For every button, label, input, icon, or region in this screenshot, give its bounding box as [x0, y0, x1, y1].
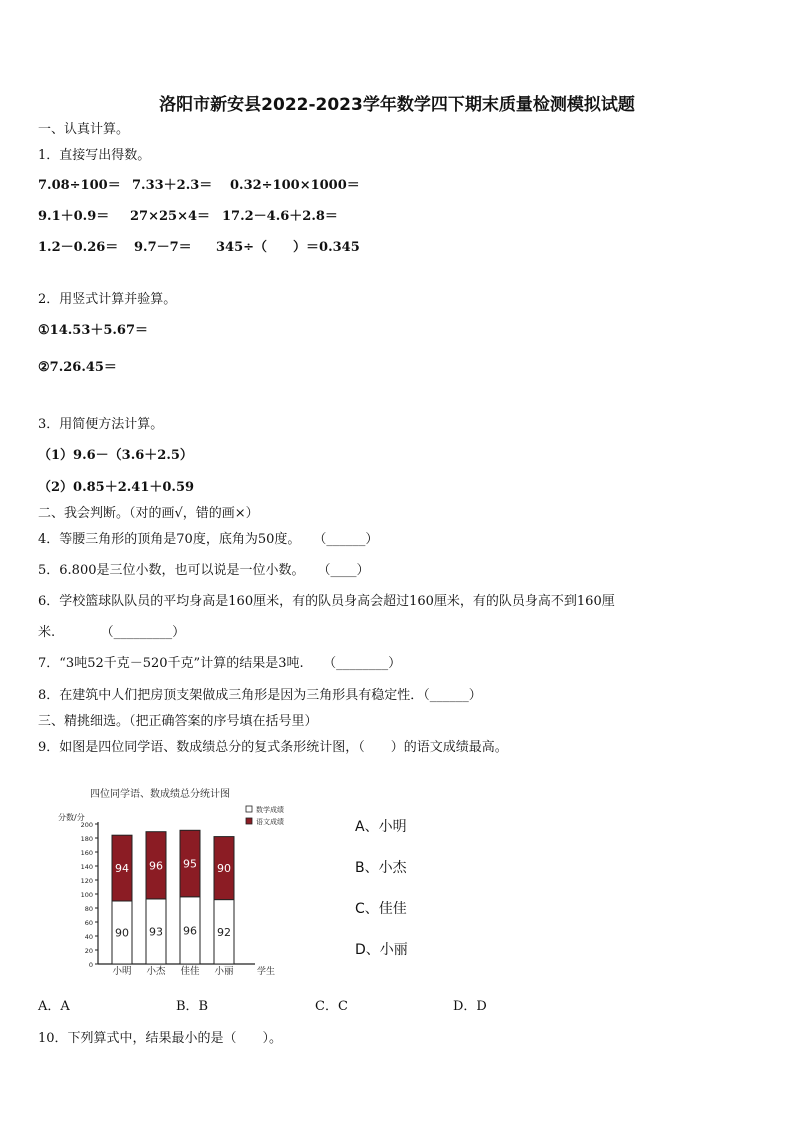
question-7: 7．“3吨52千克－520千克”计算的结果是3吨. （________）: [38, 656, 402, 671]
data-label-chinese: 94: [115, 862, 129, 876]
data-label-math: 96: [183, 924, 197, 938]
data-label-chinese: 90: [217, 862, 231, 876]
data-label-chinese: 96: [149, 859, 163, 873]
y-tick-label: 120: [80, 877, 93, 885]
q1-item: 17.2－4.6＋2.8＝: [222, 209, 338, 224]
q1-item: 7.08÷100＝: [38, 178, 121, 193]
choice-d: D．D: [453, 999, 487, 1014]
section-heading-2: 二、我会判断。（对的画√，错的画×）: [38, 506, 259, 521]
y-tick-label: 200: [80, 821, 93, 829]
q2-item: ①14.53＋5.67＝: [38, 323, 149, 338]
q1-item: 345÷（ ）＝0.345: [216, 240, 360, 255]
data-label-math: 92: [217, 925, 231, 939]
choice-b: B．B: [176, 999, 209, 1014]
image-choice: D、小丽: [355, 942, 408, 958]
q2-item: ②7.26.45＝: [38, 360, 117, 375]
y-tick-label: 40: [84, 933, 93, 941]
section-heading-3: 三、精挑细选。（把正确答案的序号填在括号里）: [38, 714, 318, 729]
y-tick-label: 20: [84, 947, 93, 955]
x-tick-label: 佳佳: [180, 966, 200, 977]
question-8: 8．在建筑中人们把房顶支架做成三角形是因为三角形具有稳定性．（______）: [38, 688, 482, 703]
choice-a: A．A: [38, 999, 70, 1014]
section-heading-1: 一、认真计算。: [38, 122, 130, 137]
y-tick-label: 80: [84, 905, 93, 913]
question-6-line1: 6．学校篮球队队员的平均身高是160厘米，有的队员身高会超过160厘米，有的队员身高不到160厘: [38, 594, 615, 609]
data-label-math: 93: [149, 925, 163, 939]
x-axis-label: 学生: [257, 967, 276, 977]
y-tick-label: 100: [80, 891, 93, 899]
x-tick-label: 小杰: [146, 966, 166, 977]
question-5: 5．6.800是三位小数，也可以说是一位小数。 （____）: [38, 563, 370, 578]
choice-c: C．C: [315, 999, 348, 1014]
q3-item: （2）0.85＋2.41＋0.59: [38, 480, 195, 495]
q1-item: 27×25×4＝: [130, 209, 211, 224]
question-9-stem: 9．如图是四位同学语、数成绩总分的复式条形统计图，（ ）的语文成绩最高。: [38, 740, 508, 755]
q1-item: 9.7－7＝: [134, 240, 192, 255]
q1-item: 9.1＋0.9＝: [38, 209, 110, 224]
q1-item: 0.32÷100×1000＝: [230, 178, 360, 193]
chart-title: 四位同学语、数成绩总分统计图: [90, 789, 230, 800]
y-tick-label: 160: [80, 849, 93, 857]
q3-item: （1）9.6－（3.6＋2.5）: [38, 448, 193, 463]
question-1-label: 1．直接写出得数。: [38, 148, 151, 163]
y-tick-label: 180: [80, 835, 93, 843]
data-label-chinese: 95: [183, 857, 197, 871]
y-tick-label: 60: [84, 919, 93, 927]
data-label-math: 90: [115, 926, 129, 940]
q1-item: 1.2－0.26＝: [38, 240, 119, 255]
y-axis-label: 分数/分: [58, 813, 85, 822]
q1-item: 7.33＋2.3＝: [132, 178, 213, 193]
image-choice: A、小明: [355, 819, 407, 835]
question-10: 10．下列算式中，结果最小的是（ ）。: [38, 1031, 283, 1046]
y-tick-label: 0: [88, 961, 93, 969]
page-title: 洛阳市新安县2022-2023学年数学四下期末质量检测模拟试题: [159, 95, 635, 115]
image-choice: C、佳佳: [355, 901, 407, 917]
legend-swatch: [246, 806, 252, 812]
legend-label: 数学成绩: [256, 806, 284, 814]
question-2-label: 2．用竖式计算并验算。: [38, 292, 177, 307]
legend-label: 语文成绩: [256, 818, 284, 826]
y-tick-label: 140: [80, 863, 93, 871]
legend-swatch: [246, 818, 252, 824]
question-6-line2: 米. （_________）: [38, 625, 186, 640]
bar-chart: [50, 780, 330, 980]
x-tick-label: 小明: [112, 966, 132, 977]
x-tick-label: 小丽: [214, 966, 234, 977]
question-4: 4．等腰三角形的顶角是70度，底角为50度。 （______）: [38, 532, 379, 547]
image-choice: B、小杰: [355, 860, 407, 876]
question-3-label: 3．用简便方法计算。: [38, 417, 164, 432]
